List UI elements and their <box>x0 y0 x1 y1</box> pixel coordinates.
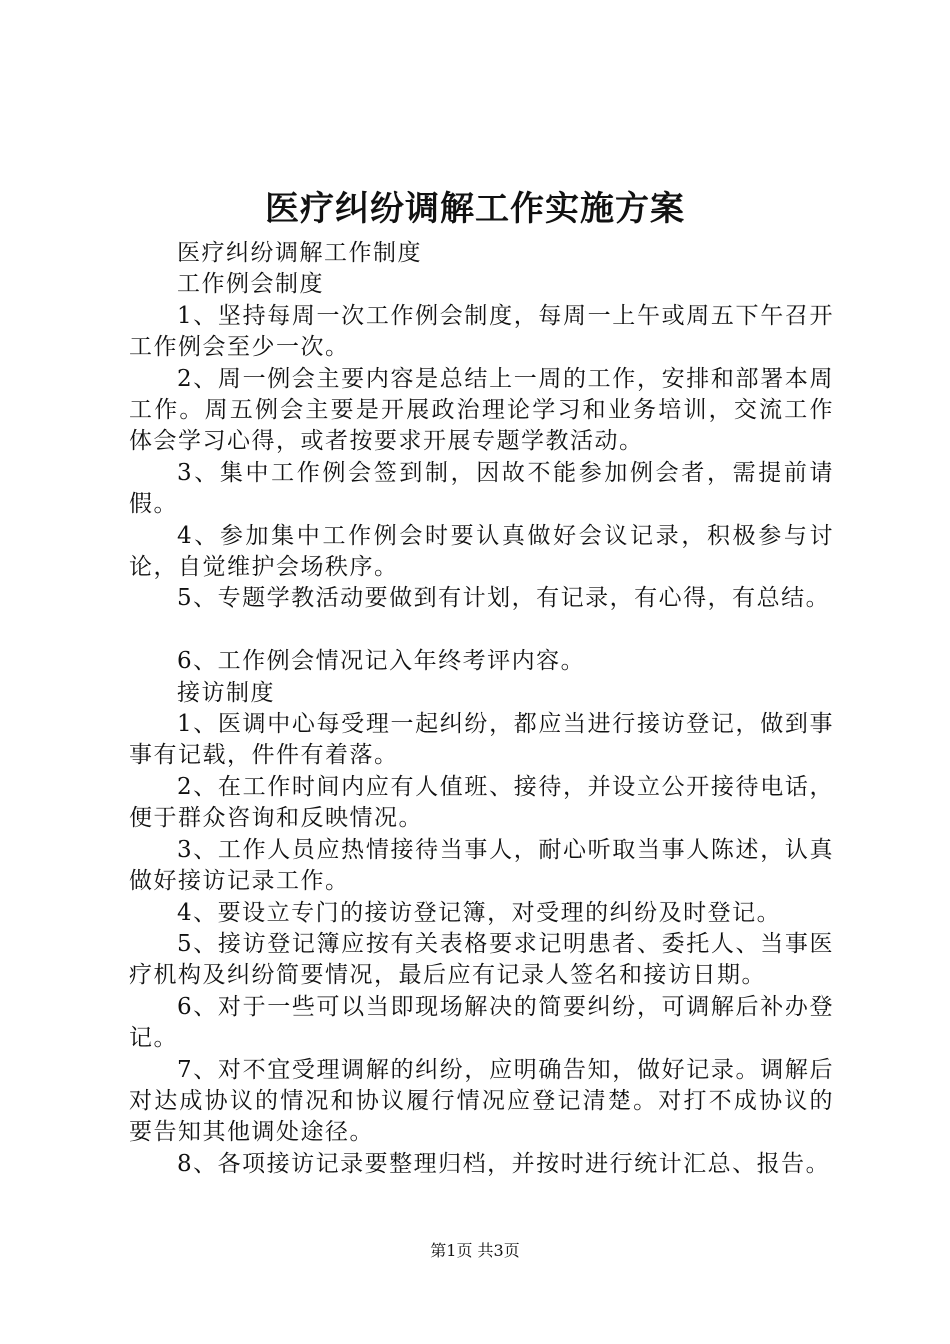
paragraph-system-name: 医疗纠纷调解工作制度 <box>177 240 422 266</box>
paragraph-visit-6: 6、对于一些可以当即现场解决的简要纠纷，可调解后补办登记。 <box>129 993 834 1052</box>
paragraph-visit-3: 3、工作人员应热情接待当事人，耐心听取当事人陈述，认真做好接访记录工作。 <box>129 836 834 895</box>
paragraph-meeting-heading: 工作例会制度 <box>177 271 324 298</box>
paragraph-meeting-2: 2、周一例会主要内容是总结上一周的工作，安排和部署本周工作。周五例会主要是开展政治理论学习和业务培训，交流工作体会学习心得，或者按要求开展专题学教活动。 <box>129 365 834 455</box>
paragraph-meeting-3: 3、集中工作例会签到制，因故不能参加例会者，需提前请假。 <box>129 459 834 518</box>
paragraph-visit-1: 1、医调中心每受理一起纠纷，都应当进行接访登记，做到事事有记载，件件有着落。 <box>129 711 834 769</box>
document-title: 医疗纠纷调解工作实施方案 <box>265 189 685 229</box>
paragraph-visit-5: 5、接访登记簿应按有关表格要求记明患者、委托人、当事医疗机构及纠纷简要情况，最后应有记录人签名和接访日期。 <box>129 930 834 989</box>
paragraph-visit-7: 7、对不宜受理调解的纠纷，应明确告知，做好记录。调解后对达成协议的情况和协议履行情况应登记清楚。对打不成协议的要告知其他调处途径。 <box>129 1056 834 1146</box>
paragraph-meeting-6: 6、工作例会情况记入年终考评内容。 <box>177 648 586 675</box>
paragraph-meeting-4: 4、参加集中工作例会时要认真做好会议记录，积极参与讨论，自觉维护会场秩序。 <box>129 522 834 581</box>
paragraph-visit-8: 8、各项接访记录要整理归档，并按时进行统计汇总、报告。 <box>177 1150 831 1177</box>
paragraph-meeting-5: 5、专题学教活动要做到有计划，有记录，有心得，有总结。 <box>177 585 831 612</box>
blank-line <box>129 615 834 646</box>
paragraph-visit-4: 4、要设立专门的接访登记簿，对受理的纠纷及时登记。 <box>177 899 782 926</box>
document-body <box>129 238 834 1180</box>
paragraph-visit-heading: 接访制度 <box>177 679 275 706</box>
paragraph-visit-2: 2、在工作时间内应有人值班、接待，并设立公开接待电话，便于群众咨询和反映情况。 <box>129 773 834 832</box>
paragraph-meeting-1: 1、坚持每周一次工作例会制度，每周一上午或周五下午召开工作例会至少一次。 <box>129 302 834 361</box>
page-footer: 第1页 共3页 <box>430 1241 520 1260</box>
